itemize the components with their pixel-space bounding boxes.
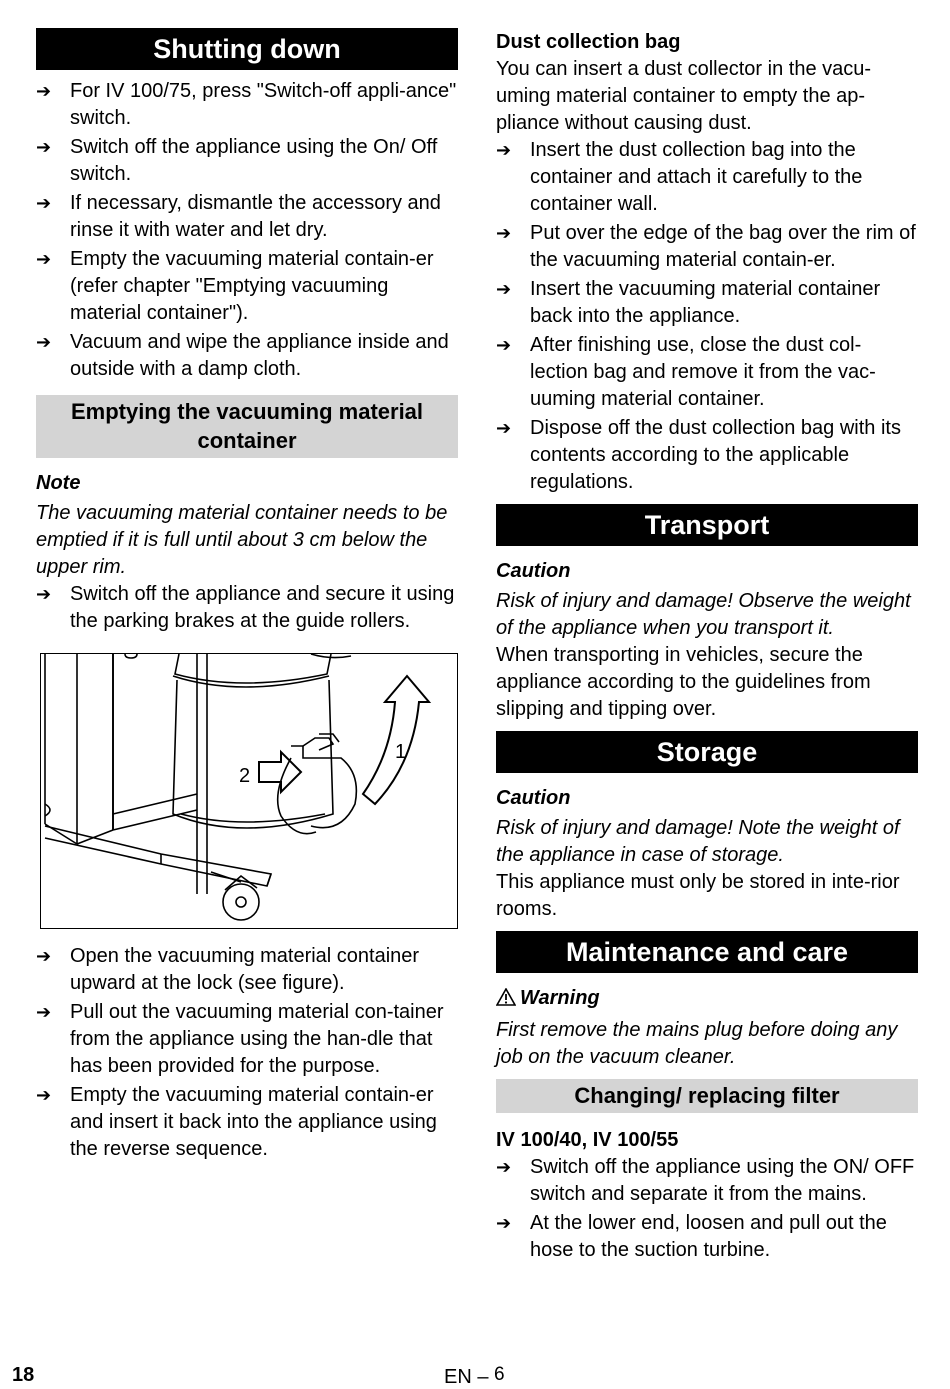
arrow-bullet-icon: ➔ [36, 1085, 52, 1105]
section-title-filter: Changing/ replacing filter [496, 1079, 918, 1113]
dust-bag-intro: You can insert a dust collector in the vacu-uming material container to empty the ap-pliance without causing dust. [496, 58, 872, 134]
list-item: ➔ Put over the edge of the bag over the rim of the vacuuming material contain-er. [496, 222, 916, 271]
list-item: ➔ Empty the vacuuming material contain-er and insert it back into the appliance using the reverse sequence. [36, 1084, 437, 1160]
list-item: ➔ Switch off the appliance using the ON/ OFF switch and separate it from the mains. [496, 1156, 915, 1205]
dust-bag-title: Dust collection bag [496, 31, 681, 53]
page-number: 18 [12, 1364, 35, 1386]
arrow-bullet-icon: ➔ [36, 193, 52, 213]
figure-label-1: 1 [395, 741, 407, 763]
arrow-bullet-icon: ➔ [36, 584, 52, 604]
section-title-shutting-down: Shutting down [36, 28, 458, 70]
container-illustration [41, 654, 458, 929]
figure-label-2: 2 [239, 765, 251, 787]
dust-bag-steps [496, 137, 918, 496]
arrow-bullet-icon: ➔ [496, 418, 512, 438]
section-title-emptying: Emptying the vacuuming material container [36, 395, 458, 458]
arrow-bullet-icon: ➔ [36, 946, 52, 966]
list-item: ➔ After finishing use, close the dust col-lection bag and remove it from the vac-uuming material container. [496, 334, 876, 410]
emptying-steps [36, 943, 458, 1163]
container-figure [40, 653, 458, 929]
arrow-bullet-icon: ➔ [36, 81, 52, 101]
list-item: ➔ Dispose off the dust collection bag with its contents according to the applicable regulations. [496, 417, 901, 493]
warning-text: First remove the mains plug before doing any job on the vacuum cleaner. [496, 1019, 898, 1068]
list-item: ➔ Open the vacuuming material container upward at the lock (see figure). [36, 945, 420, 994]
left-column [36, 0, 458, 1165]
filter-models: IV 100/40, IV 100/55 [496, 1129, 679, 1151]
list-item: ➔ Vacuum and wipe the appliance inside and outside with a damp cloth. [36, 331, 449, 380]
list-item: ➔ Insert the vacuuming material container back into the appliance. [496, 278, 881, 327]
list-item: ➔ Pull out the vacuuming material con-tainer from the appliance using the han-dle that has been provided for the purpose. [36, 1001, 444, 1077]
warning-triangle-icon [496, 987, 520, 1014]
list-item: ➔ Empty the vacuuming material contain-er (refer chapter "Emptying vacuuming material container"). [36, 248, 434, 324]
note-text: The vacuuming material container needs to be emptied if it is full until about 3 cm below the upper rim. [36, 502, 448, 578]
list-item: ➔ If necessary, dismantle the accessory and rinse it with water and let dry. [36, 192, 441, 241]
list-item: ➔ Insert the dust collection bag into the container and attach it carefully to the container wall. [496, 139, 863, 215]
transport-caution-label: Caution [496, 560, 571, 582]
storage-caution-text: Risk of injury and damage! Note the weight of the appliance in case of storage. [496, 817, 900, 866]
storage-text: This appliance must only be stored in inte-rior rooms. [496, 871, 900, 920]
list-item: ➔ At the lower end, loosen and pull out the hose to the suction turbine. [496, 1212, 887, 1261]
arrow-bullet-icon: ➔ [496, 140, 512, 160]
arrow-bullet-icon: ➔ [496, 1213, 512, 1233]
transport-caution-text: Risk of injury and damage! Observe the weight of the appliance when you transport it. [496, 590, 911, 639]
arrow-bullet-icon: ➔ [36, 332, 52, 352]
note-label: Note [36, 472, 81, 494]
warning-label: Warning [520, 987, 600, 1009]
arrow-bullet-icon: ➔ [496, 335, 512, 355]
arrow-bullet-icon: ➔ [36, 249, 52, 269]
arrow-bullet-icon: ➔ [36, 1002, 52, 1022]
list-item: ➔ Switch off the appliance using the On/ Off switch. [36, 136, 438, 185]
section-title-maintenance: Maintenance and care [496, 931, 918, 973]
filter-steps [496, 1154, 918, 1264]
list-item: ➔ For IV 100/75, press "Switch-off appli-ance" switch. [36, 80, 457, 129]
list-item: ➔ Switch off the appliance and secure it using the parking brakes at the guide rollers. [36, 583, 455, 632]
arrow-bullet-icon: ➔ [496, 279, 512, 299]
footer-lang-page [444, 1364, 505, 1389]
footer-lang-prefix: EN – [444, 1366, 489, 1388]
arrow-bullet-icon: ➔ [496, 1157, 512, 1177]
section-title-storage: Storage [496, 731, 918, 773]
transport-text: When transporting in vehicles, secure the appliance according to the guidelines from slipping and tipping over. [496, 644, 871, 720]
section-title-transport: Transport [496, 504, 918, 546]
warning-heading [496, 985, 918, 1014]
storage-caution-label: Caution [496, 787, 571, 809]
arrow-bullet-icon: ➔ [496, 223, 512, 243]
shutting-down-steps [36, 78, 458, 383]
footer-lang-page-number: 6 [494, 1364, 505, 1385]
right-column [496, 0, 918, 1266]
arrow-bullet-icon: ➔ [36, 137, 52, 157]
